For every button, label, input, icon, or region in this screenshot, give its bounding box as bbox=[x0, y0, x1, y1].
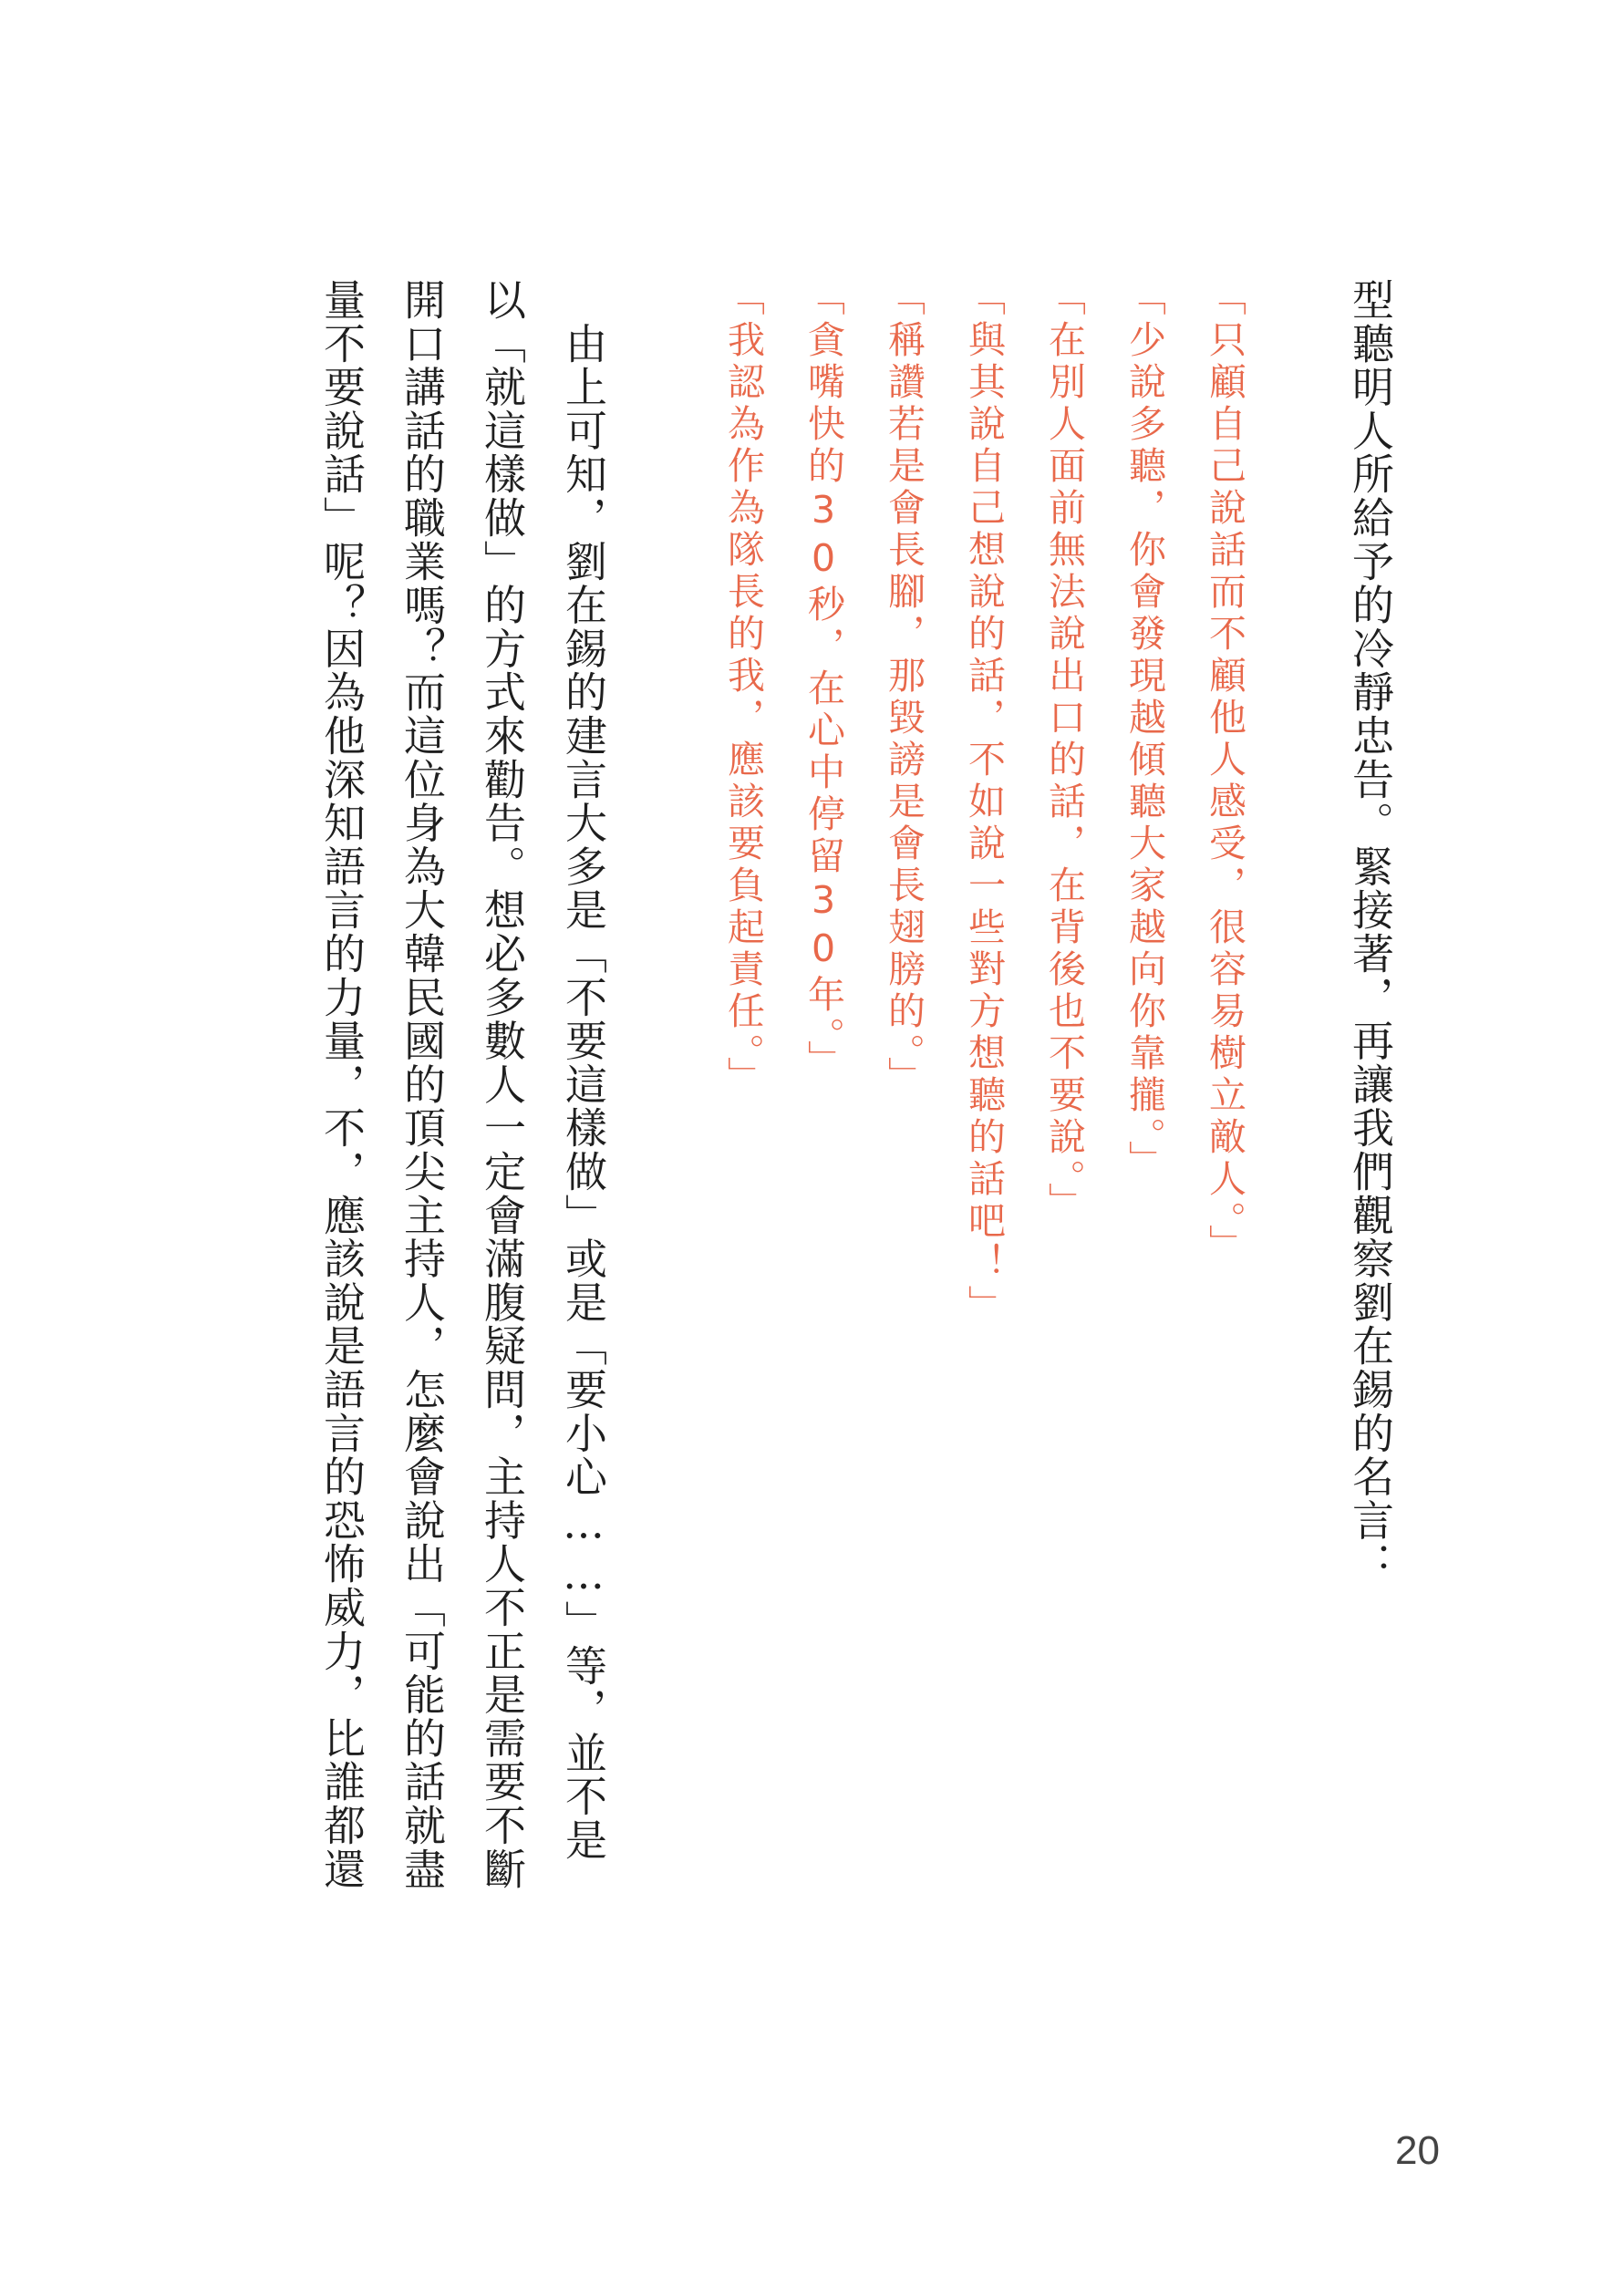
body-paragraph-line: 由上可知，劉在錫的建言大多是「不要這樣做」或是「要小心……」等，並不是 bbox=[559, 278, 608, 1862]
body-paragraph-line: 以「就這樣做」的方式來勸告。想必多數人一定會滿腹疑問，主持人不正是需要不斷 bbox=[478, 278, 527, 1891]
quote-line: 「貪嘴快的30秒，在心中停留30年。」 bbox=[802, 278, 845, 1082]
quote-line: 「稱讚若是會長腳，那毀謗是會長翅膀的。」 bbox=[882, 278, 926, 1099]
quote-line: 「只顧自己說話而不顧他人感受，很容易樹立敵人。」 bbox=[1203, 278, 1246, 1267]
quote-line: 「我認為作為隊長的我，應該要負起責任。」 bbox=[721, 278, 765, 1099]
body-paragraph-line: 開口講話的職業嗎？而這位身為大韓民國的頂尖主持人，怎麼會說出「可能的話就盡 bbox=[398, 278, 447, 1891]
body-paragraph-line: 量不要說話」呢？因為他深知語言的力量，不，應該說是語言的恐怖威力，比誰都還 bbox=[317, 278, 367, 1891]
page-number: 20 bbox=[1395, 2128, 1440, 2173]
quote-line: 「少說多聽，你會發現越傾聽大家越向你靠攏。」 bbox=[1122, 278, 1166, 1183]
quote-line: 「與其說自己想說的話，不如說一些對方想聽的話吧！」 bbox=[962, 278, 1006, 1327]
quote-line: 「在別人面前無法說出口的話，在背後也不要說。」 bbox=[1042, 278, 1086, 1225]
intro-line: 型聽明人所給予的冷靜忠告。緊接著，再讓我們觀察劉在錫的名言： bbox=[1346, 278, 1395, 1586]
